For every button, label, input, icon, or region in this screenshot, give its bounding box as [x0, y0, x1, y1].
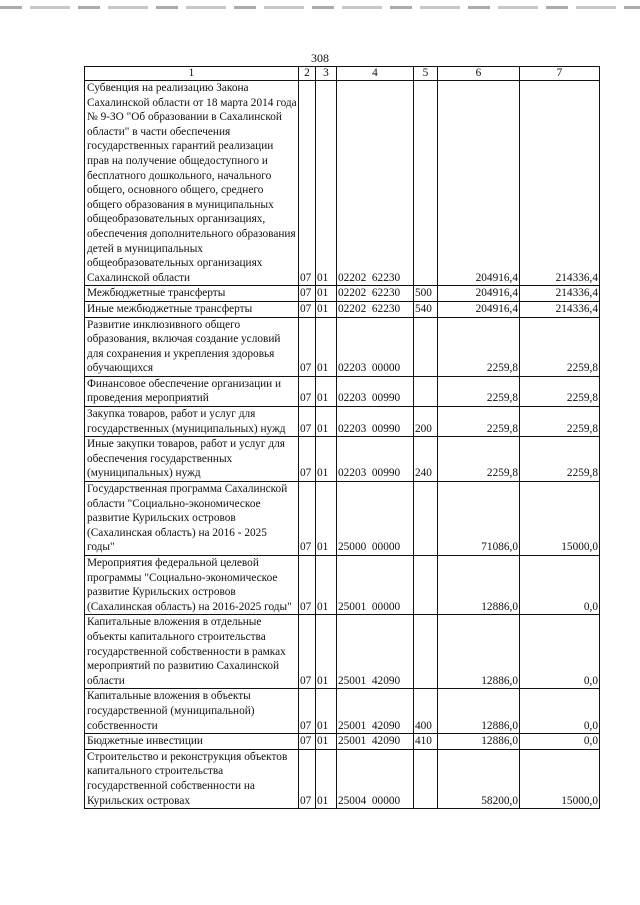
amount-year2-cell: 0,0	[520, 734, 600, 750]
amount-year2-cell: 0,0	[520, 556, 600, 615]
section-cell: 07	[299, 734, 316, 750]
row-name-cell: Капитальные вложения в объекты государственной (муниципальной) собственности	[85, 689, 299, 734]
col-header: 7	[520, 67, 600, 81]
amount-year2-cell: 15000,0	[520, 749, 600, 808]
table-row	[85, 437, 600, 482]
row-name-cell: Развитие инклюзивного общего образования, включая создание условий для сохранения и укрепления здоровья обучающихся	[85, 317, 299, 376]
target-article-cell: 25001 42090	[337, 615, 414, 689]
amount-year2-cell: 15000,0	[520, 482, 600, 556]
table-row	[85, 317, 600, 376]
table-row	[85, 376, 600, 406]
subsection-cell: 01	[316, 407, 337, 437]
subsection-cell: 01	[316, 317, 337, 376]
amount-year2-cell: 0,0	[520, 689, 600, 734]
subsection-cell: 01	[316, 437, 337, 482]
section-cell: 07	[299, 286, 316, 302]
table-row	[85, 749, 600, 808]
amount-year1-cell: 204916,4	[438, 301, 520, 317]
subsection-cell: 01	[316, 749, 337, 808]
col-header: 4	[337, 67, 414, 81]
subsection-cell: 01	[316, 376, 337, 406]
table-row	[85, 556, 600, 615]
col-header: 2	[299, 67, 316, 81]
row-name-cell: Иные закупки товаров, работ и услуг для обеспечения государственных (муниципальных) нужд	[85, 437, 299, 482]
row-name-cell: Закупка товаров, работ и услуг для государственных (муниципальных) нужд	[85, 407, 299, 437]
amount-year1-cell: 58200,0	[438, 749, 520, 808]
section-cell: 07	[299, 749, 316, 808]
target-article-cell: 25004 00000	[337, 749, 414, 808]
section-cell: 07	[299, 301, 316, 317]
expense-type-cell	[414, 556, 438, 615]
expense-type-cell: 540	[414, 301, 438, 317]
section-cell: 07	[299, 482, 316, 556]
target-article-cell: 02202 62230	[337, 286, 414, 302]
expense-type-cell	[414, 317, 438, 376]
table-row	[85, 689, 600, 734]
amount-year2-cell: 2259,8	[520, 317, 600, 376]
expense-type-cell	[414, 376, 438, 406]
section-cell: 07	[299, 689, 316, 734]
scan-artifact-line	[0, 6, 640, 9]
amount-year1-cell: 2259,8	[438, 407, 520, 437]
subsection-cell: 01	[316, 301, 337, 317]
section-cell: 07	[299, 556, 316, 615]
subsection-cell: 01	[316, 734, 337, 750]
expense-type-cell	[414, 81, 438, 286]
table-row	[85, 615, 600, 689]
table-body	[85, 81, 600, 809]
target-article-cell: 25001 42090	[337, 689, 414, 734]
expense-type-cell: 500	[414, 286, 438, 302]
row-name-cell: Мероприятия федеральной целевой программы "Социально-экономическое развитие Курильских островов (Сахалинская область) на 2016-2025 годы"	[85, 556, 299, 615]
amount-year2-cell: 214336,4	[520, 81, 600, 286]
section-cell: 07	[299, 317, 316, 376]
section-cell: 07	[299, 81, 316, 286]
section-cell: 07	[299, 407, 316, 437]
header-row	[85, 67, 600, 81]
table-row	[85, 286, 600, 302]
amount-year1-cell: 12886,0	[438, 615, 520, 689]
target-article-cell: 25000 00000	[337, 482, 414, 556]
target-article-cell: 02203 00990	[337, 437, 414, 482]
amount-year1-cell: 12886,0	[438, 689, 520, 734]
target-article-cell: 02203 00000	[337, 317, 414, 376]
expense-type-cell	[414, 749, 438, 808]
target-article-cell: 02202 62230	[337, 301, 414, 317]
table-row	[85, 81, 600, 286]
amount-year1-cell: 2259,8	[438, 437, 520, 482]
table-row	[85, 482, 600, 556]
amount-year1-cell: 204916,4	[438, 286, 520, 302]
row-name-cell: Финансовое обеспечение организации и проведения мероприятий	[85, 376, 299, 406]
subsection-cell: 01	[316, 556, 337, 615]
amount-year1-cell: 12886,0	[438, 556, 520, 615]
amount-year1-cell: 12886,0	[438, 734, 520, 750]
amount-year2-cell: 2259,8	[520, 376, 600, 406]
col-header: 1	[85, 67, 299, 81]
amount-year1-cell: 2259,8	[438, 376, 520, 406]
subsection-cell: 01	[316, 482, 337, 556]
row-name-cell: Межбюджетные трансферты	[85, 286, 299, 302]
table-row	[85, 301, 600, 317]
table-row	[85, 407, 600, 437]
col-header: 6	[438, 67, 520, 81]
amount-year2-cell: 2259,8	[520, 437, 600, 482]
budget-table	[84, 66, 600, 809]
page-number: 308	[311, 51, 329, 65]
section-cell: 07	[299, 615, 316, 689]
target-article-cell: 02203 00990	[337, 407, 414, 437]
col-header: 5	[414, 67, 438, 81]
section-cell: 07	[299, 376, 316, 406]
amount-year2-cell: 214336,4	[520, 301, 600, 317]
row-name-cell: Строительство и реконструкция объектов капитального строительства государственной собственности на Курильских островах	[85, 749, 299, 808]
expense-type-cell: 410	[414, 734, 438, 750]
row-name-cell: Капитальные вложения в отдельные объекты капитального строительства государственной собственности в рамках мероприятий по развитию Сахалинской области	[85, 615, 299, 689]
target-article-cell: 02202 62230	[337, 81, 414, 286]
target-article-cell: 02203 00990	[337, 376, 414, 406]
expense-type-cell	[414, 482, 438, 556]
expense-type-cell: 240	[414, 437, 438, 482]
subsection-cell: 01	[316, 689, 337, 734]
row-name-cell: Государственная программа Сахалинской области "Социально-экономическое развитие Курильских островов (Сахалинская область) на 2016 - 2025 годы"	[85, 482, 299, 556]
col-header: 3	[316, 67, 337, 81]
amount-year1-cell: 204916,4	[438, 81, 520, 286]
amount-year1-cell: 2259,8	[438, 317, 520, 376]
subsection-cell: 01	[316, 81, 337, 286]
amount-year1-cell: 71086,0	[438, 482, 520, 556]
target-article-cell: 25001 42090	[337, 734, 414, 750]
subsection-cell: 01	[316, 286, 337, 302]
target-article-cell: 25001 00000	[337, 556, 414, 615]
section-cell: 07	[299, 437, 316, 482]
expense-type-cell: 400	[414, 689, 438, 734]
subsection-cell: 01	[316, 615, 337, 689]
row-name-cell: Бюджетные инвестиции	[85, 734, 299, 750]
table-row	[85, 734, 600, 750]
expense-type-cell	[414, 615, 438, 689]
amount-year2-cell: 0,0	[520, 615, 600, 689]
amount-year2-cell: 214336,4	[520, 286, 600, 302]
amount-year2-cell: 2259,8	[520, 407, 600, 437]
expense-type-cell: 200	[414, 407, 438, 437]
row-name-cell: Иные межбюджетные трансферты	[85, 301, 299, 317]
row-name-cell: Субвенция на реализацию Закона Сахалинской области от 18 марта 2014 года № 9-ЗО "Об образовании в Сахалинской области" в части обеспечения государственных гарантий реализации прав на получение общедоступного и бесплатного дошкольного, начального общего, основного общего, среднего общего образования в муниципальных общеобразовательных организациях, обеспечения дополнительного образования детей в муниципальных общеобразовательных организациях Сахалинской области	[85, 81, 299, 286]
